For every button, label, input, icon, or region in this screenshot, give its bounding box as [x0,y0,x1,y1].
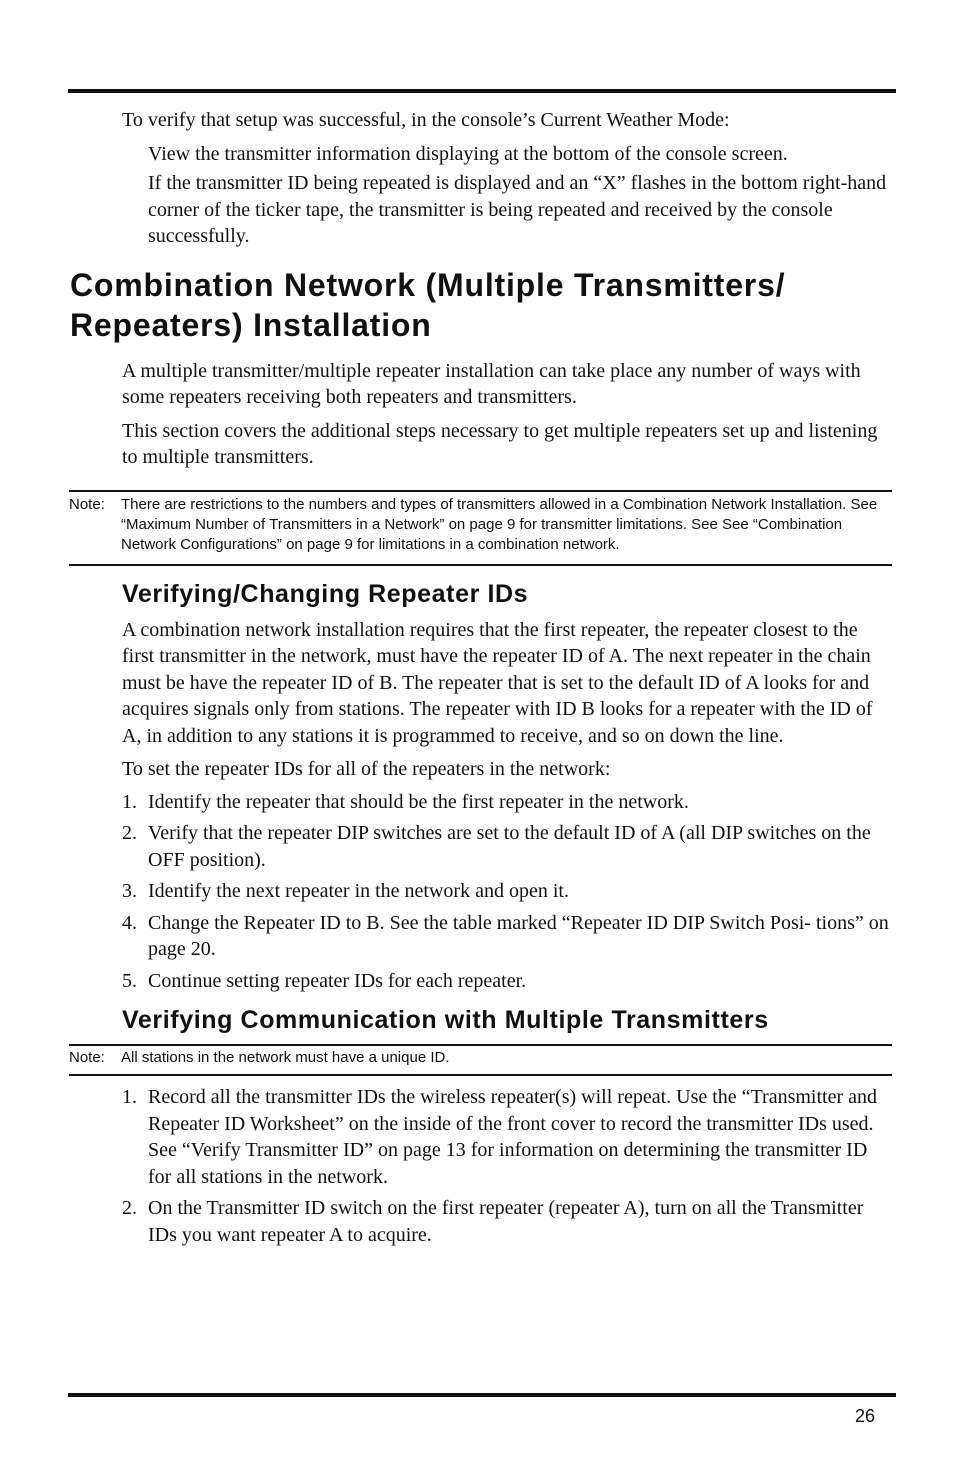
list-item: 2. Verify that the repeater DIP switches are set to the default ID of A (all DIP switches on the OFF position). [122,822,871,871]
list-item: 4. Change the Repeater ID to B. See the table marked “Repeater ID DIP Switch Posi- tions” on page 20. [122,911,889,960]
intro-item-1: View the transmitter information displaying at the bottom of the console screen. [148,142,788,165]
note-label: Note: [69,495,105,513]
intro-item-2: If the transmitter ID being repeated is displayed and an “X” flashes in the bottom right-hand corner of the ticker tape, the transmitter is being repeated and received by the console successfully. [148,172,887,247]
repeater-ids-para-1: A combination network installation requires that the first repeater, the repeater closest to the first transmitter in the network, must have the repeater ID of A. The next repeater in the chain must be have the repeater ID of B. The repeater that is set to the default ID of A looks for and acquires signals only from stations. The repeater with ID B looks for a repeater with the ID of A, in addition to any stations it is programmed to receive, and so on down the line. [122,618,873,747]
list-item: 1. Identify the repeater that should be the first repeater in the network. [122,790,689,813]
note-text: All stations in the network must have a unique ID. [121,1049,450,1066]
repeater-ids-steps [0,789,954,995]
list-item: 1. Record all the transmitter IDs the wireless repeater(s) will repeat. Use the “Transmitter and Repeater ID Worksheet” on the inside of the front cover to record the transmitter IDs used. See “Verify Transmitter ID” on page 13 for information on determining the transmitter ID for all stations in the network. [122,1086,878,1188]
note-label: Note: [69,1049,105,1066]
list-item: 5. Continue setting repeater IDs for each repeater. [122,969,527,992]
page-number: 26 [854,1406,875,1426]
intro-lead: To verify that setup was successful, in the console’s Current Weather Mode: [122,109,730,131]
header-rule [68,89,896,93]
section-para-2: This section covers the additional steps necessary to get multiple repeaters set up and listening to multiple transmitters. [122,419,878,468]
repeater-ids-para-2: To set the repeater IDs for all of the repeaters in the network: [122,758,611,780]
page-content [0,107,954,1248]
section-para-1: A multiple transmitter/multiple repeater installation can take place any number of ways with some repeaters receiving both repeaters and transmitters. [122,359,861,408]
note-unique-id [69,1044,892,1076]
communication-steps [0,1084,954,1248]
subsection-heading-repeater-ids: Verifying/Changing Repeater IDs [122,579,529,608]
list-item: 2. On the Transmitter ID switch on the first repeater (repeater A), turn on all the Transmitter IDs you want repeater A to acquire. [122,1197,864,1246]
note-text: There are restrictions to the numbers and types of transmitters allowed in a Combination Network Installation. See “Maximum Number of Transmitters in a Network” on page 9 for transmitter limitations. See See “Combination Network Configurations” on page 9 for limitations in a combination network. [121,495,878,553]
subsection-heading-communication: Verifying Communication with Multiple Transmitters [122,1006,769,1034]
footer-rule [68,1393,896,1397]
note-restrictions [69,490,892,566]
list-item: 3. Identify the next repeater in the network and open it. [122,880,569,902]
section-heading: Combination Network (Multiple Transmitters/ Repeaters) Installation [70,266,786,343]
